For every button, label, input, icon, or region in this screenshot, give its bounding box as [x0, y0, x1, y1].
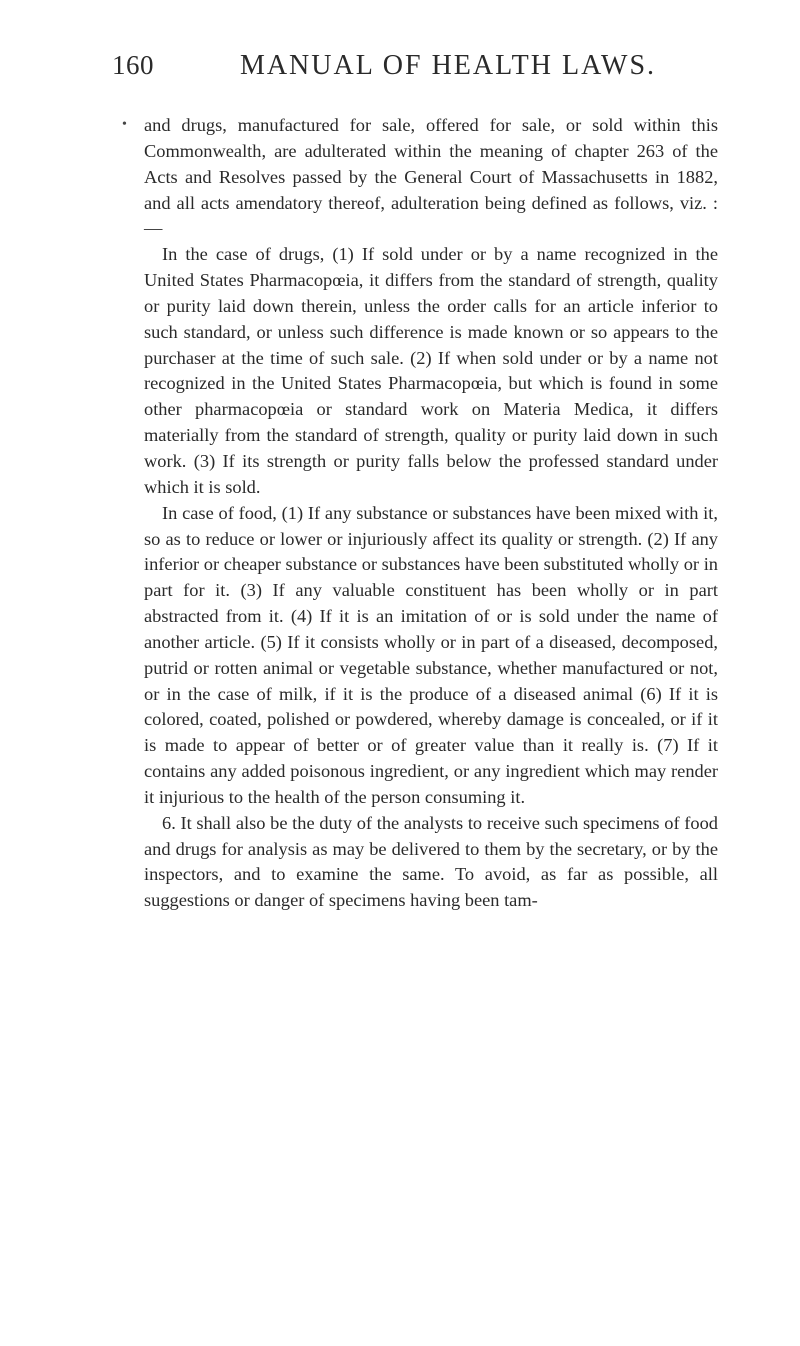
running-title: MANUAL OF HEALTH LAWS.	[239, 50, 657, 81]
paragraph-food: In case of food, (1) If any substance or substances have been mixed with it, so as to reduce or lower or injuriously affect its quality or strength. (2) If any inferior or cheaper substance or substances have been substituted wholly or in part for it. (3) If any valuable constituent has been wholly or in part abstracted from it. (4) If it is an imitation of or is sold under the name of another article. (5) If it consists wholly or in part of a diseased, decomposed, putrid or rotten animal or vegetable substance, whether manufactured or not, or in the case of milk, if it is the produce of a diseased animal (6) If it is colored, coated, polished or powdered, whereby damage is concealed, or if it is made to appear of better or of greater value than it really is. (7) If it contains any added poisonous ingredient, or any ingredient which may render it injurious to the health of the person consuming it.	[144, 502, 718, 807]
page-number: 160	[112, 50, 154, 80]
paragraph-section-6: 6. It shall also be the duty of the analysts to receive such specimens of food and drugs for analysis as may be delivered to them by the secretary, or by the inspectors, and to examine the same. To avoid, as far as possible, all suggestions or danger of specimens having been tam-	[144, 812, 718, 911]
paragraph-drugs: In the case of drugs, (1) If sold under or by a name recognized in the United States Pharmacopœia, it differs from the standard of strength, quality or purity laid down therein, unless the order calls for an article inferior to such standard, or unless such difference is made known or so appears to the purchaser at the time of such sale. (2) If when sold under or by a name not recognized in the United States Pharmacopœia, but which is found in some other pharmacopœia or standard work on Materia Medica, it differs materially from the standard of strength, quality or purity laid down in such work. (3) If its strength or purity falls below the professed standard under which it is sold.	[144, 244, 718, 497]
margin-mark: •	[122, 117, 127, 132]
paragraph-continuation: and drugs, manufactured for sale, offered for sale, or sold within this Commonwealth, are adulterated within the meaning of chapter 263 of the Acts and Resolves passed by the General Court of Massachusetts in 1882, and all acts amendatory thereof, adulteration being defined as follows, viz. : —	[144, 115, 718, 239]
running-head	[112, 50, 744, 90]
body-text	[144, 113, 718, 914]
